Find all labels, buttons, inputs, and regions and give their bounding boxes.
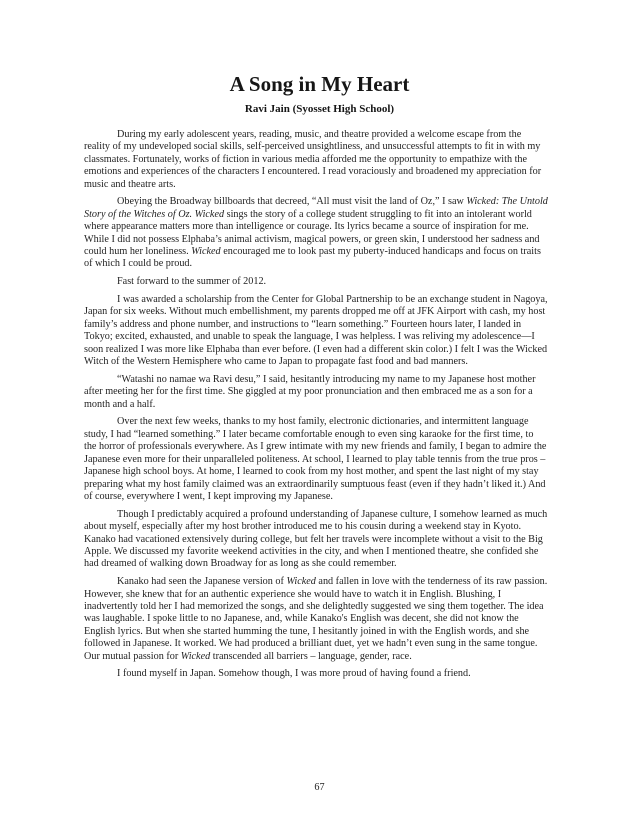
text-run: I found myself in Japan. Somehow though, I was more proud of having found a friend. [117, 668, 471, 680]
page-number: 67 [314, 782, 325, 793]
text-run: sings the story of a college student struggling to fit into an intolerant world where appearance matters more than intelligence or courage. Its lyrics became a source of inspiration for me. While I did not possess Elphaba’s animal activism, magical powers, or green skin, I understood her sadness and could hum her loneliness. [84, 208, 540, 258]
text-run: and fallen in love with the tenderness of its raw passion. However, she knew that for an authentic experience she would have to watch it in English. Blushing, I inadvertently told her I had memorized the songs, and she delightedly suggested we sing them together. The idea was laughable. I spoke little to no Japanese, and, while Kanako's English was decent, she did not know the English lyrics. But when she started humming the tune, I hesitantly joined in with the English words, and she followed in Japanese. It worked. We had produced a brilliant duet, yet we hadn’t even sung in the same tongue. Our mutual passion for [84, 576, 548, 662]
essay-paragraph [84, 509, 548, 571]
essay-paragraph [84, 416, 548, 503]
essay-paragraph [84, 196, 548, 270]
essay-paragraph [84, 129, 548, 191]
essay-byline: Ravi Jain (Syosset High School) [244, 103, 395, 115]
italic-text-run: Wicked [286, 576, 316, 588]
text-run: transcended all barriers – language, gender, race. [210, 650, 412, 662]
italic-text-run: Wicked [194, 208, 225, 220]
essay-paragraph [84, 374, 548, 411]
essay-paragraph [84, 276, 548, 288]
essay-body [84, 129, 548, 686]
essay-paragraph [84, 668, 548, 680]
essay-paragraph [84, 576, 548, 663]
text-run: During my early adolescent years, reading, music, and theatre provided a welcome escape from the reality of my undeveloped social skills, self-perceived unsightliness, and unsuccessful attempts to fit in with my classmates. Fortunately, works of fiction in various media afforded me the opportunity to empathize with the emotions and experiences of the characters I encountered. I read voraciously and broadened my appreciation for music and theatre arts. [84, 129, 542, 190]
text-run: Over the next few weeks, thanks to my host family, electronic dictionaries, and intermittent language study, I had “learned something.” I later became comfortable enough to even sing karaoke for the first time, to the horror of professionals everywhere. As I grew intimate with my new friends and family, I began to admire the Japanese even more for their unparalleled politeness. At school, I learned to play table tennis from the true pros – Japanese high school boys. At home, I learned to cook from my host mother, and spent the last night of my stay preparing what my host family claimed was an extraordinarily sumptuous feast (even if they hadn’t liked it.) And of course, everywhere I went, I kept improving my Japanese. [84, 416, 547, 502]
essay-paragraph [84, 294, 548, 368]
text-run: Though I predictably acquired a profound understanding of Japanese culture, I somehow learned as much about myself, especially after my host brother introduced me to his cousin during a weekend stay in Kyoto. Kanako had vacationed extensively during college, but felt her travels were incomplete without a visit to the Big Apple. We discussed my favorite weekend activities in the city, and when I mentioned theatre, she confided she had dreamed of walking down Broadway for as long as she could remember. [84, 508, 548, 570]
italic-text-run: Wicked: The Untold Story of the Witches of Oz. [84, 196, 548, 220]
italic-text-run: Wicked [191, 246, 221, 258]
text-run: Obeying the Broadway billboards that decreed, “All must visit the land of Oz,” I saw [117, 196, 467, 208]
text-run: “Watashi no namae wa Ravi desu,” I said, hesitantly introducing my name to my Japanese host mother after meeting her for the first time. She giggled at my poor pronunciation and then embraced me as a son for a month and a half. [84, 373, 536, 410]
text-run: encouraged me to look past my puberty-induced handicaps and focus on traits of which I could be proud. [84, 246, 541, 270]
essay-title: A Song in My Heart [229, 72, 410, 96]
text-run: I was awarded a scholarship from the Center for Global Partnership to be an exchange student in Nagoya, Japan for six weeks. Without much embellishment, my parents dropped me off at JFK Airport with cash, my host family’s address and phone number, and instructions to “learn something.” Fourteen hours later, I landed in Tokyo; excited, exhausted, and unable to speak the language, I was helpless. I was reliving my adolescence—I soon realized I was more like Elphaba than ever before. (I even had a different skin color.) I felt I was the Wicked Witch of the Western Hemisphere who came to Japan to propagate fast food and bad manners. [84, 294, 548, 368]
text-run: Kanako had seen the Japanese version of [117, 576, 287, 588]
text-run: Fast forward to the summer of 2012. [117, 276, 267, 288]
italic-text-run: Wicked [180, 650, 211, 662]
